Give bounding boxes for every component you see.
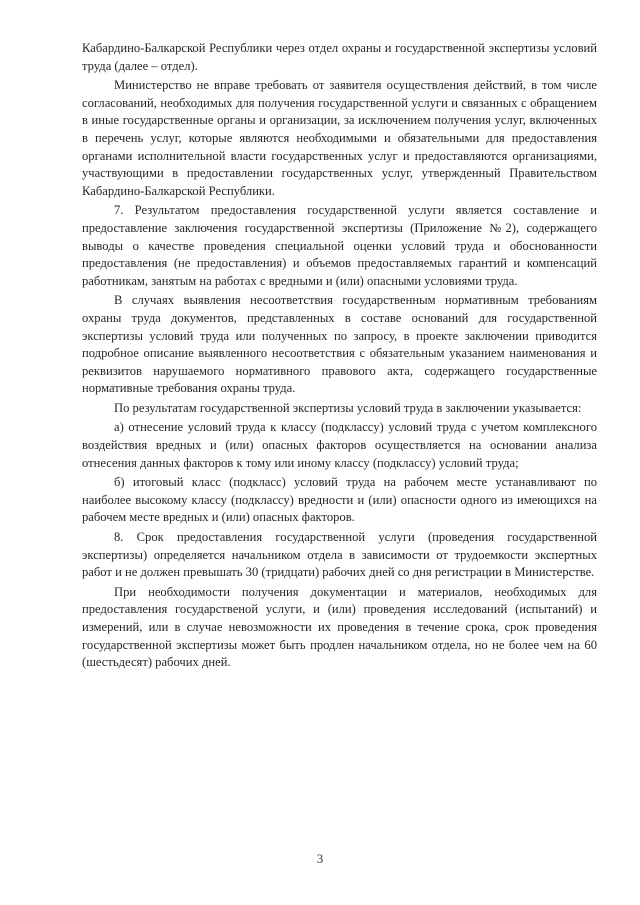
document-body: [82, 40, 597, 674]
paragraph-term-extension: При необходимости получения документации и материалов, необходимых для предоставления государственой услуги, и (или) проведения исследований (испытаний) и измерений, или в случае невозможности их проведения в течение срока, срок проведения государственной экспертизы может быть продлен начальником отдела, но не более чем на 60 (шестьдесят) рабочих дней.: [82, 584, 597, 670]
paragraph-nonconformity: В случаях выявления несоответствия государственным нормативным требованиям охраны труда документов, представленных в составе оснований для государственной экспертизы условий труда или полученных по запросу, в проекте заключении приводится подробное описание выявленного несоответствия с обязательным указанием наименования и реквизитов нарушаемого нормативного правового акта, содержащего государственные нормативные требования охраны труда.: [82, 293, 597, 396]
paragraph-subitem-a: а) отнесение условий труда к классу (подклассу) условий труда с учетом комплексного воздействия вредных и (или) опасных факторов осуществляется на основании анализа отнесения данных факторов к тому или иному классу (подклассу) условий труда;: [82, 420, 597, 470]
paragraph-item-8-term: 8. Срок предоставления государственной услуги (проведения государственной экспертизы) определяется начальником отдела в зависимости от трудоемкости экспертных работ и не должен превышать 30 (тридцати) рабочих дней со дня регистрации в Министерстве.: [82, 530, 597, 580]
paragraph-continuation: Кабардино-Балкарской Республики через отдел охраны и государственной экспертизы условий труда (далее – отдел).: [82, 41, 597, 73]
paragraph-item-7-result: 7. Результатом предоставления государственной услуги является составление и предоставление заключения государственной экспертизы (Приложение №2), содержащего выводы о качестве проведения специальной оценки условий труда и обоснованности предоставления (не предоставления) и объемов предоставляемых гарантий и компенсаций работникам, занятым на работах с вредными и (или) опасными условиями труда.: [82, 203, 597, 288]
page-number: 3: [316, 851, 324, 866]
paragraph-subitem-b: б) итоговый класс (подкласс) условий труда на рабочем месте устанавливают по наиболее высокому классу (подклассу) вредности и (или) опасности одного из имеющихся на рабочем месте вредных и (или) опасных факторов.: [82, 475, 597, 525]
paragraph-ministry-restrictions: Министерство не вправе требовать от заявителя осуществления действий, в том числе согласований, необходимых для получения государственной услуги и связанных с обращением в иные государственные органы и организации, за исключением получения услуг, включенных в перечень услуг, которые являются необходимыми и обязательными для предоставления органами исполнительной власти государственных услуг и предоставляются организациями, участвующими в предоставлении государственных услуг, утвержденный Правительством Кабардино-Балкарской Республики.: [82, 78, 597, 198]
paragraph-conclusion-contents: По результатам государственной экспертизы условий труда в заключении указывается:: [114, 400, 582, 415]
